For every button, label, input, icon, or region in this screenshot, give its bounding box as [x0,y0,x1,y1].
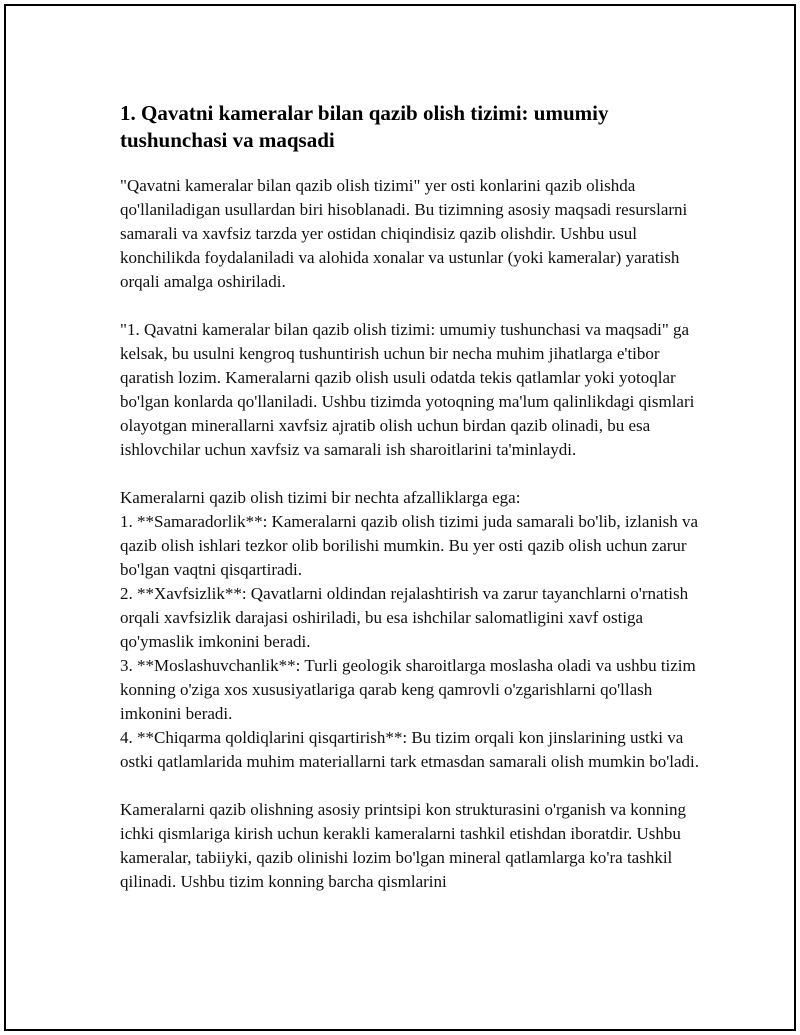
paragraph-intro: "Qavatni kameralar bilan qazib olish tizimi" yer osti konlarini qazib olishda qo'llaniladigan usullardan biri hisoblanadi. Bu tizimning asosiy maqsadi resurslarni samarali va xavfsiz tarzda yer ostidan chiqindisiz qazib olishdir. Ushbu usul konchilikda foydalaniladi va alohida xonalar va ustunlar (yoki kameralar) yaratish orqali amalga oshiriladi. [120,176,688,291]
paragraph-explanation: "1. Qavatni kameralar bilan qazib olish tizimi: umumiy tushunchasi va maqsadi" ga kelsak, bu usulni kengroq tushuntirish uchun bir necha muhim jihatlarga e'tibor qaratish lozim. Kameralarni qazib olish usuli odatda tekis qatlamlar yoki yotoqlar bo'lgan konlarda qo'llaniladi. Ushbu tizimda yotoqning ma'lum qalinlikdagi qismlari olayotgan minerallarni xavfsiz ajratib olish uchun birdan qazib olinadi, bu esa ishlovchilar uchun xavfsiz va samarali ish sharoitlarini ta'minlaydi. [120,320,695,459]
paragraph-principle: Kameralarni qazib olishning asosiy printsipi kon strukturasini o'rganish va konning ichki qismlariga kirish uchun kerakli kameralarni tashkil etishdan iboratdir. Ushbu kameralar, tabiiyki, qazib olinishi lozim bo'lgan mineral qatlamlarga ko'ra tashkil qilinadi. Ushbu tizim konning barcha qismlarini [120,800,687,891]
page-frame [4,4,796,1031]
document-body [120,100,700,918]
paragraph-advantages-list: Kameralarni qazib olish tizimi bir nechta afzalliklarga ega: 1. **Samaradorlik**: Kameralarni qazib olish tizimi juda samarali bo'lib, izlanish va qazib olish ishlari tezkor olib borilishi mumkin. Bu yer osti qazib olish uchun zarur bo'lgan vaqtni qisqartiradi. 2. **Xavfsizlik**: Qavatlarni oldindan rejalashtirish va zarur tayanchlarni o'rnatish orqali xavfsizlik darajasi oshiriladi, bu esa ishchilar salomatligini xavf ostiga qo'ymaslik imkonini beradi. 3. **Moslashuvchanlik**: Turli geologik sharoitlarga moslasha oladi va ushbu tizim konning o'ziga xos xususiyatlariga qarab keng qamrovli o'zgarishlarni qo'llash imkonini beradi. 4. **Chiqarma qoldiqlarini qisqartirish**: Bu tizim orqali kon jinslarining ustki va ostki qatlamlarida muhim materiallarni tark etmasdan samarali olish mumkin bo'ladi. [120,488,700,771]
document-title: 1. Qavatni kameralar bilan qazib olish tizimi: umumiy tushunchasi va maqsadi [120,101,609,152]
